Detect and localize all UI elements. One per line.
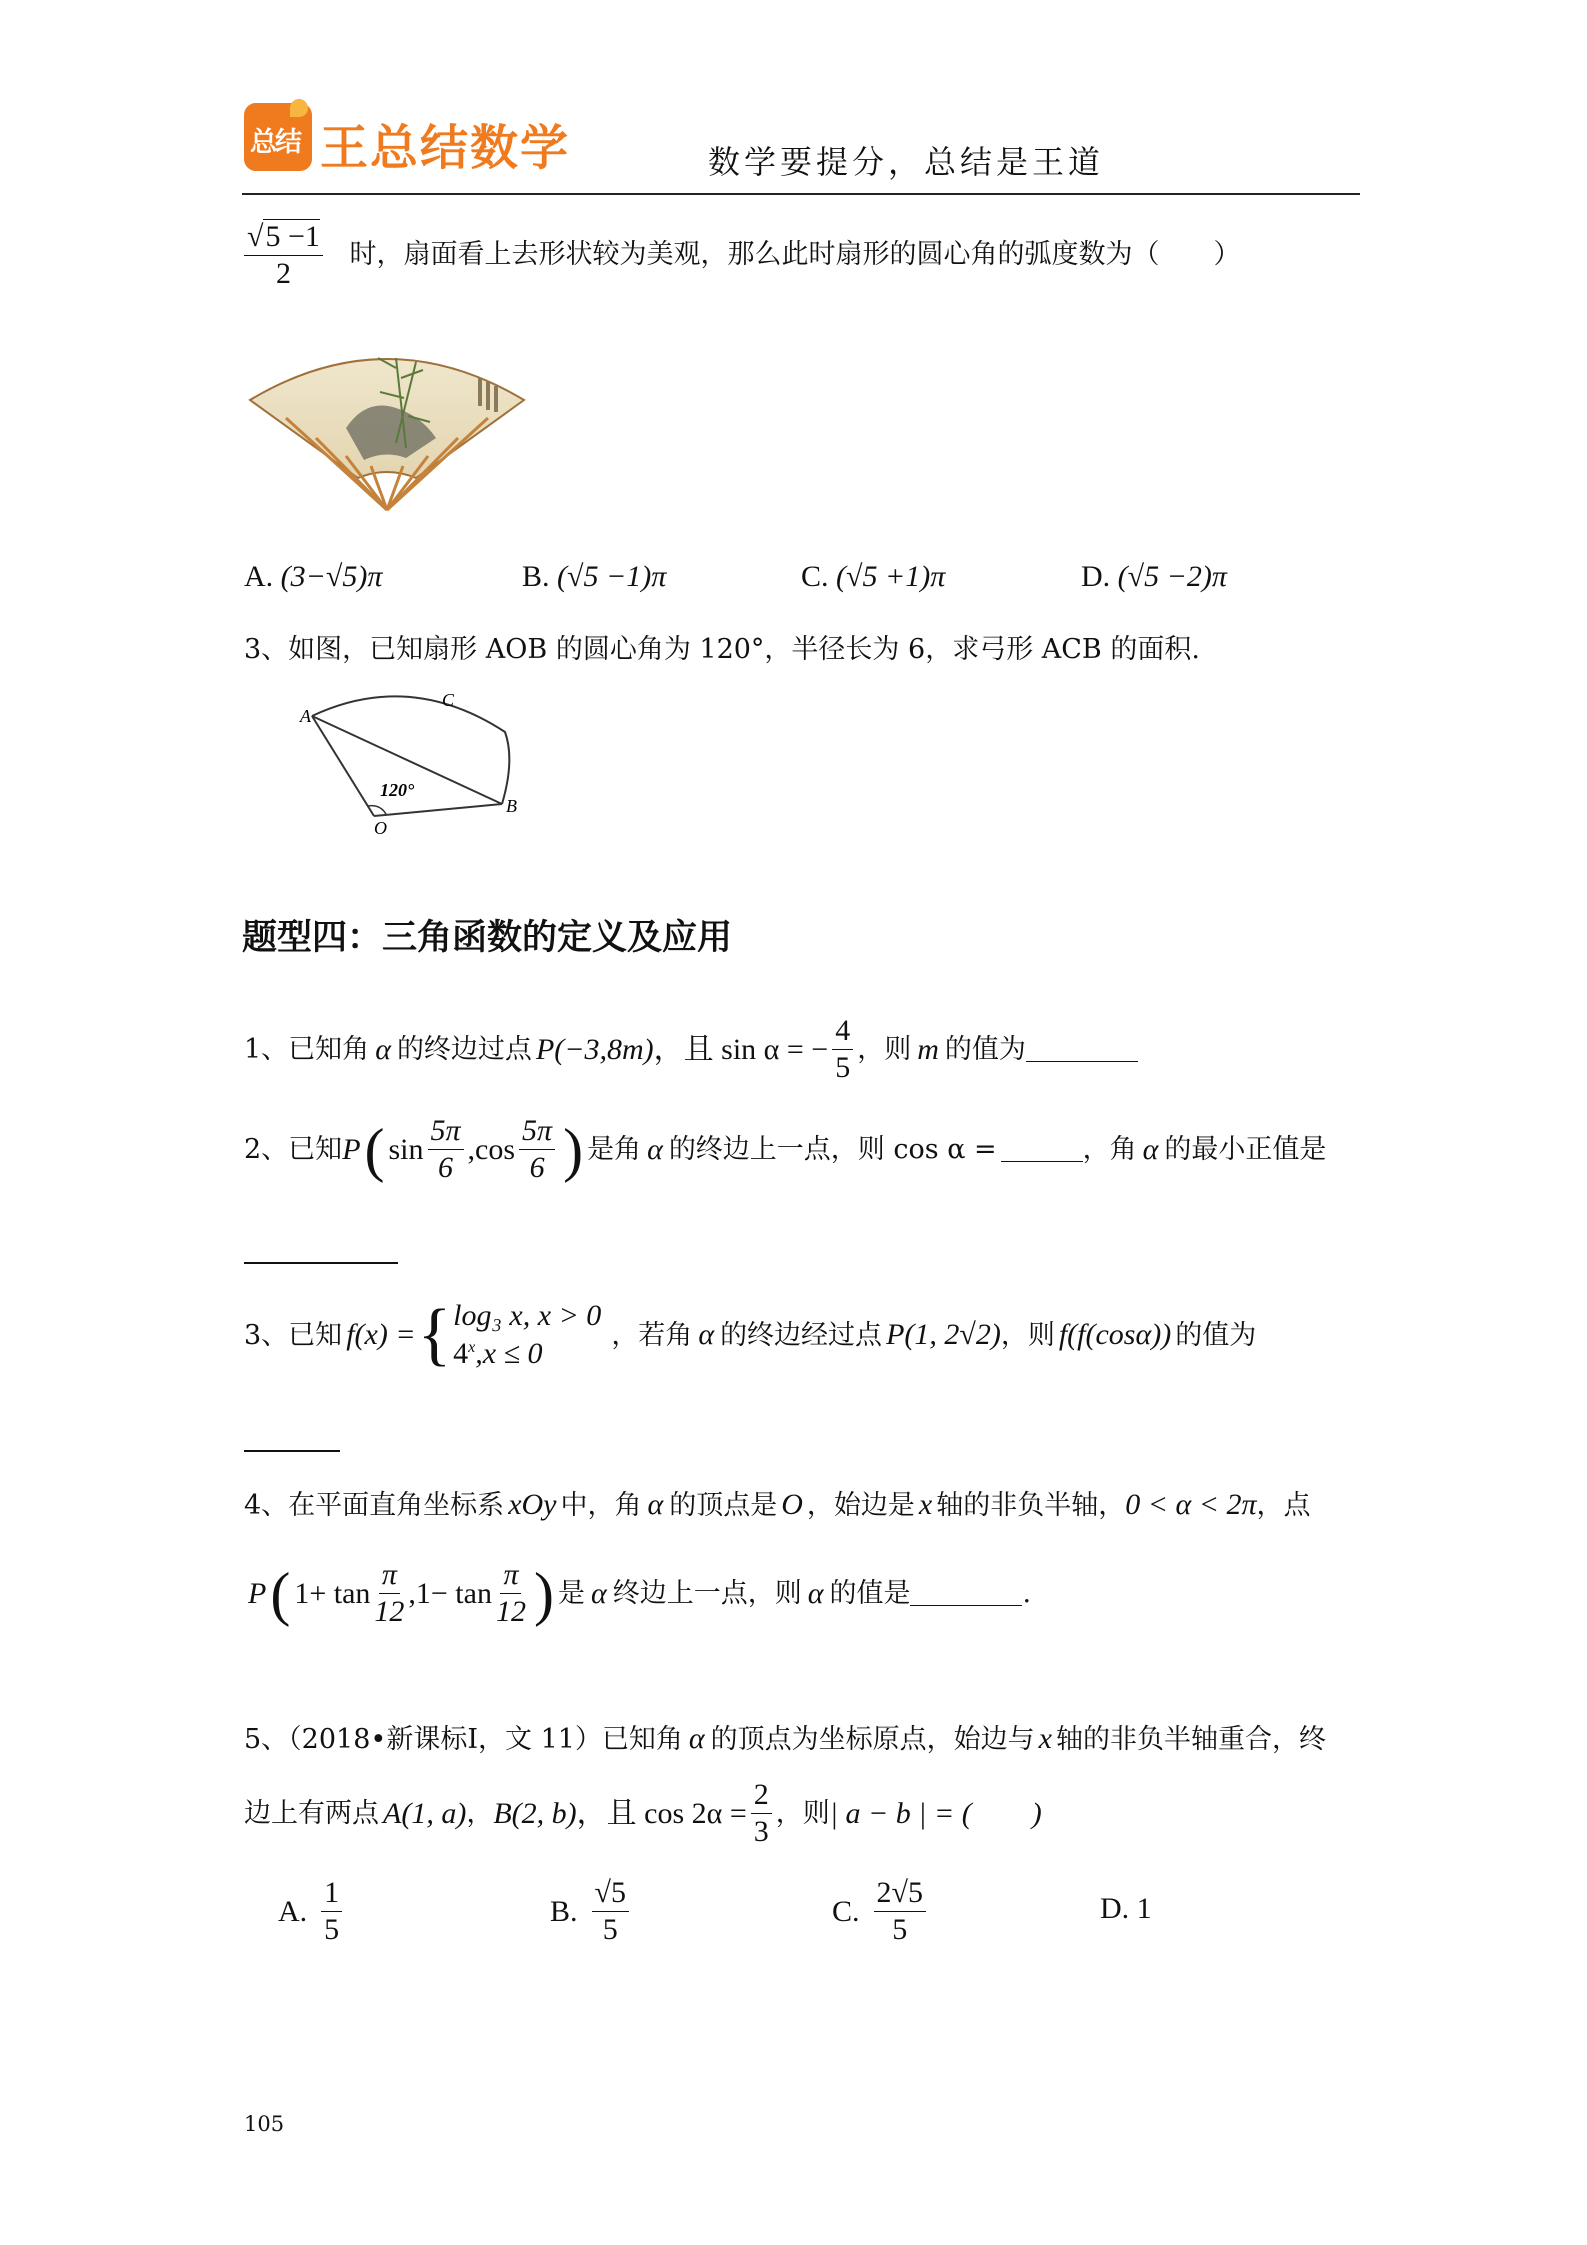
label-a: A xyxy=(300,706,311,726)
frac-numerator: 5 −1 xyxy=(265,220,320,253)
logo-text: 总结 xyxy=(250,127,300,158)
frac-denominator: 2 xyxy=(275,257,291,290)
p5-option-c: C. $\frac{2√5}{5}$ xyxy=(832,1878,926,1945)
brand-title: 王总结数学 xyxy=(320,120,571,176)
slogan: 数学要提分，总结是王道 xyxy=(708,143,1105,181)
q2-fraction-line xyxy=(244,222,1240,289)
header-divider xyxy=(242,193,1360,195)
section-title: 题型四：三角函数的定义及应用 xyxy=(242,918,733,958)
folding-fan-image xyxy=(246,338,528,514)
problem-2: 2、已知 P ( sin $\frac{5\pi}{6}$ ,cos $\frac{5\pi}{6}$ ) 是角 α 的终边上一点，则 cos α = ，角 α 的最小正值是 xyxy=(244,1114,1327,1184)
p5-option-a: A. $\frac{1}{5}$ xyxy=(278,1878,342,1945)
problem-4-line1: 4、在平面直角坐标系 xOy 中，角 α 的顶点是 O ，始边是 x 轴的非负半轴， 0 < α < 2π ，点 xyxy=(244,1488,1311,1521)
golden-ratio-fraction: $\frac{√5 -1}{2}$ xyxy=(244,222,323,289)
label-b: B xyxy=(506,796,517,816)
answer-blank-p4[interactable] xyxy=(910,1581,1022,1606)
q2-text: 时，扇面看上去形状较为美观，那么此时扇形的圆心角的弧度数为（ ） xyxy=(349,239,1241,270)
answer-blank-cos[interactable] xyxy=(1001,1137,1083,1162)
case-1: log₃ x, x > 0 xyxy=(453,1299,602,1332)
label-c: C xyxy=(442,690,455,710)
p5-option-d: D. 1 xyxy=(1100,1892,1152,1925)
label-o: O xyxy=(374,818,387,838)
q2-option-c: C. (√5 +1)π xyxy=(801,560,946,593)
q2-option-a: A. (3−√5)π xyxy=(244,560,383,593)
q3-text: 3、如图，已知扇形 AOB 的圆心角为 120°，半径长为 6，求弓形 ACB 的面积. xyxy=(244,634,1200,665)
label-angle: 120° xyxy=(380,780,415,800)
problem-5-line1: 5、（2018•新课标Ⅰ，文 11）已知角 α 的顶点为坐标原点，始边与 x 轴的非负半轴重合，终 xyxy=(244,1722,1326,1755)
p5-option-b: B. $\frac{√5}{5}$ xyxy=(550,1878,629,1945)
problem-3: 3、已知 f(x) = { log₃ x, x > 0 $4^x,x \le 0$ ，若角 α 的终边经过点 P(1, 2√2) ，则 f(f(cosα)) 的值为 xyxy=(244,1296,1257,1373)
problem-1: 1、已知角 α 的终边过点 P(−3,8m) ，且 sin α = − $\frac{4}{5}$ ，则 m 的值为 xyxy=(244,1016,1138,1083)
answer-blank[interactable] xyxy=(1026,1037,1138,1062)
sector-diagram xyxy=(290,680,530,840)
page-number: 105 xyxy=(244,2112,285,2136)
q2-option-b: B. (√5 −1)π xyxy=(522,560,667,593)
logo-spark-icon xyxy=(290,99,308,117)
problem-4-line2: P ( 1+ tan $\frac{\pi}{12}$ ,1− tan $\frac{\pi}{12}$ ) 是 α 终边上一点，则 α 的值是 . xyxy=(248,1558,1032,1628)
q2-option-d: D. (√5 −2)π xyxy=(1081,560,1227,593)
case-2: $4^x,x \le 0$ xyxy=(453,1337,543,1370)
answer-blank-p3[interactable] xyxy=(244,1450,340,1452)
problem-5-line2: 边上有两点 A(1, a) ， B(2, b) ，且 cos 2α = $\frac{2}{3}$ ，则 | a − b | = ( ) xyxy=(244,1778,1042,1848)
answer-blank-min-angle[interactable] xyxy=(244,1262,398,1264)
